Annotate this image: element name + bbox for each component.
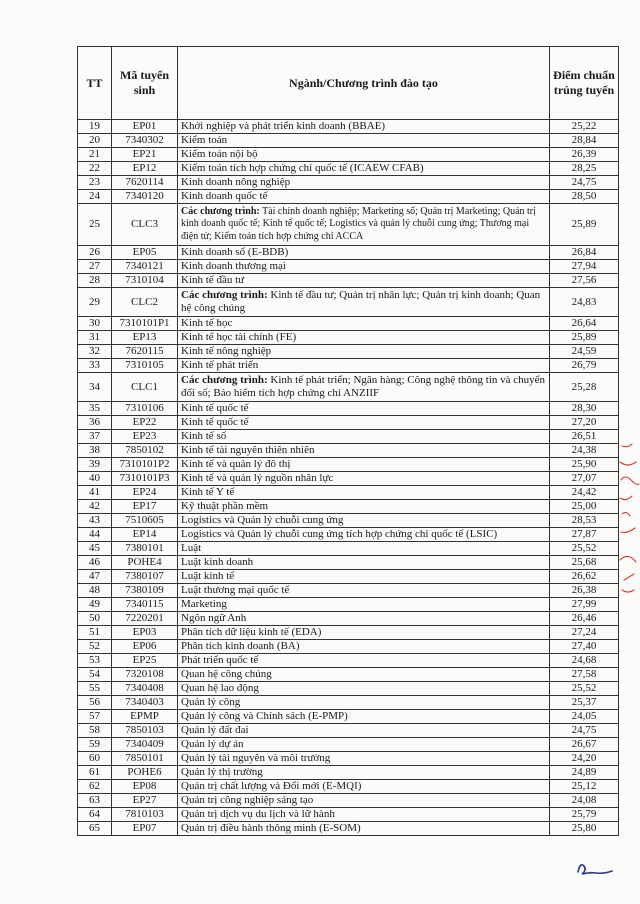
row-program <box>178 542 550 556</box>
row-program <box>178 148 550 162</box>
program-name: Tài chính doanh nghiệp; Marketing số; Quản trị Marketing; Quản trị kinh doanh quốc tế; Kinh tế quốc tế; Logistics và quản lý chuỗi cung ứng; Thương mại điện tử; Kiểm toán tích hợp chứng chỉ ACCA <box>181 205 536 242</box>
program-name: Kinh tế quốc tế <box>181 416 249 428</box>
table-row <box>78 752 619 766</box>
row-score: 28,30 <box>550 402 619 416</box>
admission-score-table <box>77 46 619 836</box>
program-name: Quản trị điều hành thông minh (E-SOM) <box>181 822 361 834</box>
program-name: Kinh tế quốc tế <box>181 402 249 414</box>
row-tt: 56 <box>78 696 112 710</box>
row-tt: 24 <box>78 190 112 204</box>
row-code: EP21 <box>112 148 178 162</box>
row-score: 25,12 <box>550 780 619 794</box>
row-code: EP01 <box>112 120 178 134</box>
row-code: EP03 <box>112 626 178 640</box>
program-name: Kinh tế và quản lý đô thị <box>181 458 291 470</box>
row-program <box>178 556 550 570</box>
row-tt: 43 <box>78 514 112 528</box>
table-row <box>78 260 619 274</box>
row-score: 27,94 <box>550 260 619 274</box>
header-score: Điểm chuẩn trúng tuyển <box>550 47 619 120</box>
table-row <box>78 556 619 570</box>
row-code: CLC3 <box>112 204 178 246</box>
row-code: 7220201 <box>112 612 178 626</box>
program-name: Phát triển quốc tế <box>181 654 259 666</box>
row-score: 25,90 <box>550 458 619 472</box>
row-score: 24,89 <box>550 766 619 780</box>
row-tt: 21 <box>78 148 112 162</box>
row-score: 26,51 <box>550 430 619 444</box>
table-row <box>78 317 619 331</box>
row-code: EP24 <box>112 486 178 500</box>
row-score: 28,84 <box>550 134 619 148</box>
row-program <box>178 528 550 542</box>
row-tt: 49 <box>78 598 112 612</box>
row-tt: 41 <box>78 486 112 500</box>
program-name: Kinh tế đầu tư <box>181 274 245 286</box>
program-name: Luật kinh tế <box>181 570 235 582</box>
program-name: Kiểm toán <box>181 134 228 146</box>
row-score: 26,84 <box>550 246 619 260</box>
table-row <box>78 612 619 626</box>
row-tt: 52 <box>78 640 112 654</box>
row-program <box>178 472 550 486</box>
row-tt: 45 <box>78 542 112 556</box>
table-row <box>78 598 619 612</box>
row-tt: 57 <box>78 710 112 724</box>
program-name: Logistics và Quản lý chuỗi cung ứng tích hợp chứng chỉ quốc tế (LSIC) <box>181 528 498 540</box>
row-program <box>178 430 550 444</box>
row-tt: 19 <box>78 120 112 134</box>
row-program <box>178 444 550 458</box>
row-score: 25,28 <box>550 373 619 402</box>
row-tt: 53 <box>78 654 112 668</box>
row-tt: 54 <box>78 668 112 682</box>
program-name: Quản lý thị trường <box>181 766 263 778</box>
row-tt: 46 <box>78 556 112 570</box>
row-program <box>178 402 550 416</box>
row-code: 7340408 <box>112 682 178 696</box>
row-score: 24,75 <box>550 176 619 190</box>
row-tt: 29 <box>78 288 112 317</box>
row-program <box>178 260 550 274</box>
table-row <box>78 162 619 176</box>
table-row <box>78 500 619 514</box>
table-row <box>78 570 619 584</box>
row-tt: 58 <box>78 724 112 738</box>
program-group-lead: Các chương trình: <box>181 205 260 217</box>
row-code: EP27 <box>112 794 178 808</box>
program-name: Khởi nghiệp và phát triển kinh doanh (BBAE) <box>181 120 386 132</box>
row-program <box>178 766 550 780</box>
row-tt: 28 <box>78 274 112 288</box>
row-score: 25,79 <box>550 808 619 822</box>
row-score: 28,50 <box>550 190 619 204</box>
row-code: 7380107 <box>112 570 178 584</box>
table-row <box>78 514 619 528</box>
row-code: 7620114 <box>112 176 178 190</box>
table-row <box>78 528 619 542</box>
row-score: 24,59 <box>550 345 619 359</box>
table-row <box>78 444 619 458</box>
program-name: Phân tích kinh doanh (BA) <box>181 640 300 652</box>
row-score: 25,52 <box>550 682 619 696</box>
table-row <box>78 134 619 148</box>
program-name: Quản lý dự án <box>181 738 244 750</box>
row-code: 7340120 <box>112 190 178 204</box>
row-code: EP23 <box>112 430 178 444</box>
program-name: Luật <box>181 542 202 554</box>
table-row <box>78 246 619 260</box>
row-tt: 37 <box>78 430 112 444</box>
row-score: 26,39 <box>550 148 619 162</box>
row-score: 25,68 <box>550 556 619 570</box>
row-program <box>178 584 550 598</box>
program-name: Kinh tế Y tế <box>181 486 235 498</box>
row-tt: 47 <box>78 570 112 584</box>
row-tt: 40 <box>78 472 112 486</box>
table-row <box>78 458 619 472</box>
row-code: 7310104 <box>112 274 178 288</box>
row-program <box>178 626 550 640</box>
row-code: 7310101P3 <box>112 472 178 486</box>
row-code: 7310105 <box>112 359 178 373</box>
program-name: Quản lý công và Chính sách (E-PMP) <box>181 710 348 722</box>
row-program <box>178 514 550 528</box>
program-name: Kinh doanh thương mại <box>181 260 286 272</box>
program-name: Kiểm toán nội bộ <box>181 148 258 160</box>
table-row <box>78 654 619 668</box>
program-group-lead: Các chương trình: <box>181 374 268 386</box>
row-tt: 27 <box>78 260 112 274</box>
row-code: 7380109 <box>112 584 178 598</box>
row-code: EP17 <box>112 500 178 514</box>
program-name: Quản lý công <box>181 696 241 708</box>
row-program <box>178 794 550 808</box>
table-row <box>78 331 619 345</box>
row-code: EP14 <box>112 528 178 542</box>
row-tt: 38 <box>78 444 112 458</box>
row-program <box>178 162 550 176</box>
row-program <box>178 288 550 317</box>
table-row <box>78 486 619 500</box>
row-program <box>178 500 550 514</box>
program-name: Logistics và Quản lý chuỗi cung ứng <box>181 514 344 526</box>
header-program: Ngành/Chương trình đào tạo <box>178 47 550 120</box>
row-tt: 59 <box>78 738 112 752</box>
table-row <box>78 176 619 190</box>
row-code: CLC1 <box>112 373 178 402</box>
row-score: 25,52 <box>550 542 619 556</box>
row-code: 7310101P2 <box>112 458 178 472</box>
row-code: EP13 <box>112 331 178 345</box>
header-tt: TT <box>78 47 112 120</box>
row-code: EP12 <box>112 162 178 176</box>
row-code: EPMP <box>112 710 178 724</box>
row-score: 28,25 <box>550 162 619 176</box>
row-code: 7320108 <box>112 668 178 682</box>
row-code: EP22 <box>112 416 178 430</box>
table-header-row <box>78 47 619 120</box>
row-code: 7340302 <box>112 134 178 148</box>
row-score: 24,20 <box>550 752 619 766</box>
program-group-lead: Các chương trình: <box>181 289 268 301</box>
row-score: 25,89 <box>550 204 619 246</box>
row-code: 7310106 <box>112 402 178 416</box>
row-score: 28,53 <box>550 514 619 528</box>
row-tt: 50 <box>78 612 112 626</box>
table-row <box>78 766 619 780</box>
header-code: Mã tuyển sinh <box>112 47 178 120</box>
table-row <box>78 190 619 204</box>
row-program <box>178 654 550 668</box>
table-row <box>78 430 619 444</box>
row-score: 27,40 <box>550 640 619 654</box>
table-row <box>78 794 619 808</box>
table-row <box>78 274 619 288</box>
row-tt: 55 <box>78 682 112 696</box>
table-row <box>78 345 619 359</box>
program-name: Quan hệ công chúng <box>181 668 272 680</box>
row-score: 24,05 <box>550 710 619 724</box>
program-name: Quản trị dịch vụ du lịch và lữ hành <box>181 808 335 820</box>
row-tt: 23 <box>78 176 112 190</box>
row-score: 24,38 <box>550 444 619 458</box>
row-tt: 33 <box>78 359 112 373</box>
table-row <box>78 359 619 373</box>
program-name: Ngôn ngữ Anh <box>181 612 247 624</box>
row-score: 27,07 <box>550 472 619 486</box>
program-name: Luật thương mại quốc tế <box>181 584 290 596</box>
row-score: 24,68 <box>550 654 619 668</box>
row-score: 24,08 <box>550 794 619 808</box>
program-name: Quản trị công nghiệp sáng tạo <box>181 794 314 806</box>
program-name: Quản trị chất lượng và Đổi mới (E-MQI) <box>181 780 362 792</box>
program-name: Kinh tế học tài chính (FE) <box>181 331 297 343</box>
program-name: Kinh doanh số (E-BDB) <box>181 246 289 258</box>
row-code: 7380101 <box>112 542 178 556</box>
table-row <box>78 822 619 836</box>
row-score: 26,79 <box>550 359 619 373</box>
table-row <box>78 148 619 162</box>
row-code: 7340409 <box>112 738 178 752</box>
program-name: Phân tích dữ liệu kinh tế (EDA) <box>181 626 322 638</box>
row-score: 25,22 <box>550 120 619 134</box>
program-name: Quan hệ lao động <box>181 682 259 694</box>
row-program <box>178 780 550 794</box>
program-name: Kinh tế số <box>181 430 227 442</box>
table-row <box>78 738 619 752</box>
row-code: EP05 <box>112 246 178 260</box>
program-name: Kinh tế tài nguyên thiên nhiên <box>181 444 315 456</box>
row-score: 25,00 <box>550 500 619 514</box>
row-tt: 22 <box>78 162 112 176</box>
table-row <box>78 710 619 724</box>
row-program <box>178 190 550 204</box>
row-program <box>178 331 550 345</box>
row-code: 7810103 <box>112 808 178 822</box>
row-program <box>178 416 550 430</box>
row-program <box>178 808 550 822</box>
row-code: 7340115 <box>112 598 178 612</box>
program-name: Kinh tế đầu tư; Quản trị nhân lực; Quản trị kinh doanh; Quan hệ công chúng <box>181 289 541 314</box>
row-score: 25,37 <box>550 696 619 710</box>
row-program <box>178 359 550 373</box>
row-code: 7850102 <box>112 444 178 458</box>
row-score: 24,42 <box>550 486 619 500</box>
row-score: 26,46 <box>550 612 619 626</box>
row-tt: 30 <box>78 317 112 331</box>
row-program <box>178 640 550 654</box>
program-name: Kỹ thuật phần mềm <box>181 500 269 512</box>
table-row <box>78 416 619 430</box>
row-program <box>178 738 550 752</box>
row-code: 7340403 <box>112 696 178 710</box>
row-tt: 20 <box>78 134 112 148</box>
row-tt: 62 <box>78 780 112 794</box>
row-tt: 25 <box>78 204 112 246</box>
table-row <box>78 373 619 402</box>
table-row <box>78 808 619 822</box>
table-row <box>78 204 619 246</box>
row-tt: 26 <box>78 246 112 260</box>
program-name: Quản lý đất đai <box>181 724 249 736</box>
row-tt: 39 <box>78 458 112 472</box>
table-row <box>78 472 619 486</box>
row-tt: 65 <box>78 822 112 836</box>
row-score: 26,38 <box>550 584 619 598</box>
program-name: Kinh doanh quốc tế <box>181 190 268 202</box>
table-row <box>78 288 619 317</box>
row-tt: 42 <box>78 500 112 514</box>
program-name: Kinh tế phát triển; Ngân hàng; Công nghệ thông tin và chuyển đổi số; Bảo hiểm tích hợp chứng chỉ ANZIIF <box>181 374 546 399</box>
row-program <box>178 710 550 724</box>
table-row <box>78 542 619 556</box>
row-program <box>178 373 550 402</box>
row-program <box>178 724 550 738</box>
row-tt: 61 <box>78 766 112 780</box>
row-program <box>178 752 550 766</box>
row-code: EP07 <box>112 822 178 836</box>
row-tt: 44 <box>78 528 112 542</box>
row-program <box>178 822 550 836</box>
row-code: EP25 <box>112 654 178 668</box>
row-program <box>178 274 550 288</box>
table-row <box>78 780 619 794</box>
row-program <box>178 204 550 246</box>
row-code: 7620115 <box>112 345 178 359</box>
table-row <box>78 402 619 416</box>
row-program <box>178 682 550 696</box>
row-tt: 64 <box>78 808 112 822</box>
row-program <box>178 668 550 682</box>
table-row <box>78 120 619 134</box>
program-name: Kinh tế học <box>181 317 233 329</box>
program-name: Luật kinh doanh <box>181 556 254 568</box>
row-score: 25,80 <box>550 822 619 836</box>
row-score: 27,87 <box>550 528 619 542</box>
program-name: Kinh tế và quản lý nguồn nhân lực <box>181 472 334 484</box>
row-code: EP08 <box>112 780 178 794</box>
row-score: 26,64 <box>550 317 619 331</box>
row-code: 7340121 <box>112 260 178 274</box>
row-program <box>178 458 550 472</box>
row-score: 24,83 <box>550 288 619 317</box>
row-program <box>178 120 550 134</box>
table-row <box>78 626 619 640</box>
row-score: 27,56 <box>550 274 619 288</box>
row-tt: 35 <box>78 402 112 416</box>
row-tt: 63 <box>78 794 112 808</box>
program-name: Kinh tế nông nghiệp <box>181 345 272 357</box>
row-tt: 31 <box>78 331 112 345</box>
row-score: 27,58 <box>550 668 619 682</box>
row-code: POHE4 <box>112 556 178 570</box>
row-program <box>178 598 550 612</box>
table-row <box>78 682 619 696</box>
row-code: POHE6 <box>112 766 178 780</box>
row-program <box>178 317 550 331</box>
table-row <box>78 668 619 682</box>
row-program <box>178 570 550 584</box>
row-code: 7850103 <box>112 724 178 738</box>
row-tt: 51 <box>78 626 112 640</box>
row-program <box>178 134 550 148</box>
row-score: 26,67 <box>550 738 619 752</box>
row-tt: 60 <box>78 752 112 766</box>
row-score: 27,20 <box>550 416 619 430</box>
row-program <box>178 176 550 190</box>
signature-mark <box>574 858 614 878</box>
row-score: 24,75 <box>550 724 619 738</box>
row-program <box>178 486 550 500</box>
row-code: EP06 <box>112 640 178 654</box>
row-score: 27,99 <box>550 598 619 612</box>
row-score: 26,62 <box>550 570 619 584</box>
row-program <box>178 246 550 260</box>
row-code: CLC2 <box>112 288 178 317</box>
program-name: Kinh doanh nông nghiệp <box>181 176 291 188</box>
row-program <box>178 696 550 710</box>
table-row <box>78 584 619 598</box>
row-program <box>178 345 550 359</box>
row-code: 7510605 <box>112 514 178 528</box>
program-name: Marketing <box>181 598 227 610</box>
table-body <box>78 120 619 836</box>
red-margin-marks <box>618 440 640 600</box>
row-score: 25,89 <box>550 331 619 345</box>
row-tt: 32 <box>78 345 112 359</box>
row-program <box>178 612 550 626</box>
row-tt: 36 <box>78 416 112 430</box>
table-row <box>78 724 619 738</box>
program-name: Kiểm toán tích hợp chứng chỉ quốc tế (ICAEW CFAB) <box>181 162 424 174</box>
table-row <box>78 696 619 710</box>
row-tt: 34 <box>78 373 112 402</box>
program-name: Kinh tế phát triển <box>181 359 259 371</box>
row-code: 7310101P1 <box>112 317 178 331</box>
row-code: 7850101 <box>112 752 178 766</box>
row-score: 27,24 <box>550 626 619 640</box>
table-row <box>78 640 619 654</box>
row-tt: 48 <box>78 584 112 598</box>
program-name: Quản lý tài nguyên và môi trường <box>181 752 331 764</box>
